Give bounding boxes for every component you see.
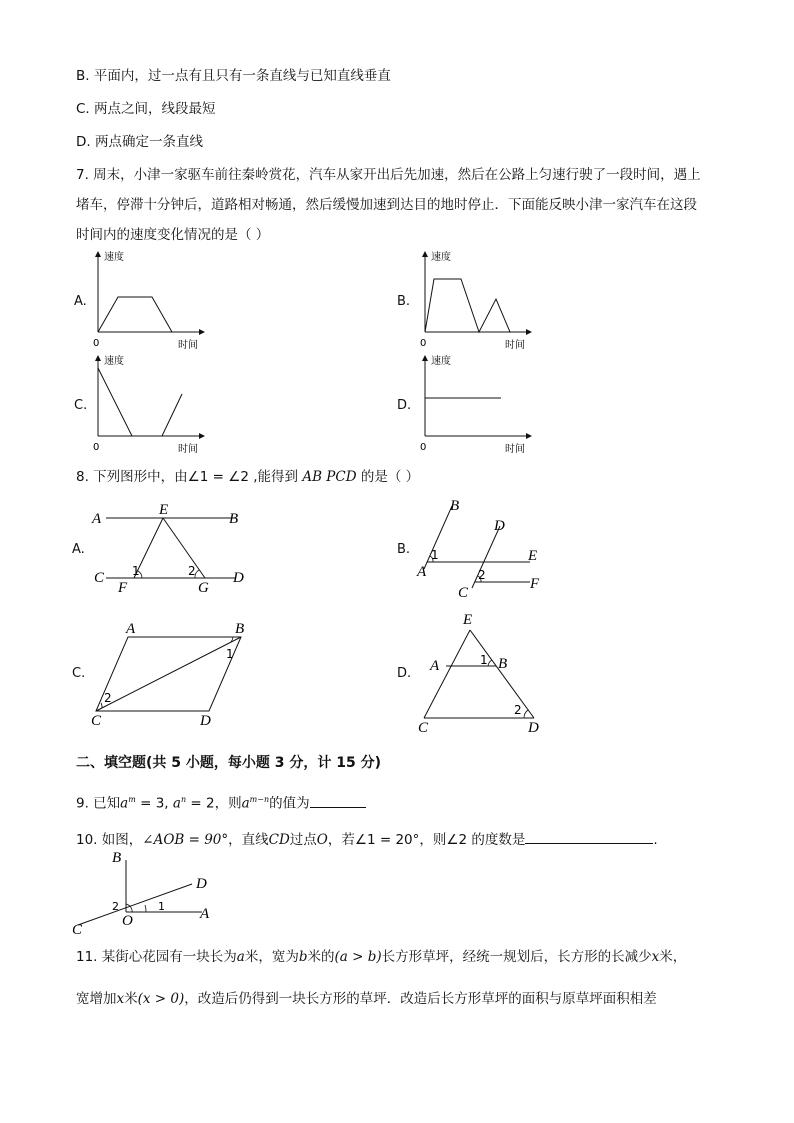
q10-angle-1: 1	[158, 900, 165, 913]
q10-mid1: ，直线	[228, 832, 269, 848]
q10-line: CD	[268, 832, 290, 848]
q10-prefix: 10. 如图，	[76, 832, 143, 848]
q8c-angle-2: 2	[104, 691, 112, 705]
q10-mid2: 过点	[289, 832, 317, 848]
q11-var-b: b	[298, 949, 308, 965]
q10-label-b: B	[112, 850, 122, 866]
q8-stem-math: AB PCD	[302, 469, 357, 485]
q7-option-b-label: B.	[397, 294, 411, 309]
q8a-label-c: C	[94, 570, 105, 586]
q8c-label-c: C	[91, 713, 102, 729]
q8-option-b-label: B.	[397, 542, 411, 557]
q8-figure-c	[88, 618, 258, 728]
q7-graph-d	[417, 352, 547, 456]
q7-option-c-label: C.	[74, 398, 88, 413]
section-2-title: 二、填空题(共 5 小题，每小题 3 分，计 15 分)	[76, 755, 382, 771]
q10-end: .	[653, 832, 658, 848]
q8c-angle-1: 1	[226, 647, 234, 661]
q8d-label-e: E	[463, 612, 473, 628]
q7-stem-line2: 堵车，停滞十分钟后，道路相对畅通，然后缓慢加速到达目的地时停止．下面能反映小津一家汽车在这段	[76, 197, 697, 213]
q8d-label-b: B	[498, 656, 508, 672]
q11-stem-line1	[76, 948, 686, 966]
q8c-label-d: D	[200, 713, 211, 729]
q8-stem	[76, 468, 419, 486]
q8a-label-e: E	[159, 502, 169, 518]
q7-option-a-label: A.	[74, 294, 87, 309]
q10-answer-blank[interactable]	[525, 829, 653, 844]
q10-angle-2: 2	[112, 900, 119, 913]
q11-line1-a: 11. 某街心花园有一块长为	[76, 949, 237, 965]
q6-option-b: B. 平面内，过一点有且只有一条直线与已知直线垂直	[76, 68, 391, 84]
q8d-label-c: C	[418, 720, 429, 736]
q8-figure-b	[412, 494, 552, 604]
q11-line1-b: 米，宽为	[244, 949, 299, 965]
q9-cond1-sup: m	[128, 795, 136, 804]
q8b-angle-2: 2	[478, 568, 486, 582]
q7d-origin: 0	[420, 442, 427, 453]
q7a-xlabel: 时间	[178, 340, 198, 351]
q8a-angle-1: 1	[132, 564, 140, 578]
q10-label-o: O	[122, 913, 133, 929]
q9-cond1-tail: = 3,	[135, 795, 173, 812]
q7-option-d-label: D.	[397, 398, 412, 413]
q8-figure-d	[412, 608, 552, 738]
q9-prefix: 9. 已知	[76, 795, 121, 812]
q9-cond2: a	[172, 795, 181, 812]
q8b-label-e: E	[528, 548, 538, 564]
q8-figure-a	[88, 500, 258, 595]
q8d-angle-1: 1	[480, 653, 488, 667]
q7b-xlabel: 时间	[505, 340, 525, 351]
q7c-origin: 0	[93, 442, 100, 453]
q8-stem-prefix: 8. 下列图形中，由∠1 = ∠2 ,能得到	[76, 469, 299, 485]
q7-stem-line1: 7. 周末，小津一家驱车前往秦岭赏花，汽车从家开出后先加速，然后在公路上匀速行驶了一段时间，遇上	[76, 167, 701, 183]
q6-option-d: D. 两点确定一条直线	[76, 134, 203, 150]
q8-stem-suffix: 的是（ ）	[360, 469, 420, 485]
q11-stem-line2	[76, 990, 657, 1008]
q11-line2-c: ，改造后仍得到一块长方形的草坪．改造后长方形草坪的面积与原草坪面积相差	[184, 991, 657, 1007]
q11-cond: (a > b)	[334, 949, 382, 965]
q9-cond2-sup: n	[180, 795, 187, 804]
q11-line2-a: 宽增加	[76, 991, 117, 1007]
q10-point: O	[316, 832, 328, 848]
q11-line2-b: 米	[124, 991, 138, 1007]
q7c-xlabel: 时间	[178, 444, 198, 455]
q9-mid: ，则	[214, 795, 242, 812]
q9-expr: a	[241, 795, 250, 812]
q8b-label-c: C	[458, 585, 469, 601]
q10-label-d: D	[196, 876, 207, 892]
q11-line1-d: 长方形草坪，经统一规划后，长方形的长减少	[381, 949, 652, 965]
q7-graph-b	[417, 248, 547, 352]
q8b-label-a: A	[417, 564, 427, 580]
q9-cond1: a	[120, 795, 129, 812]
q8-option-a-label: A.	[72, 542, 85, 557]
q7d-xlabel: 时间	[505, 444, 525, 455]
q11-var-a: a	[236, 949, 245, 965]
q8d-label-d: D	[528, 720, 539, 736]
q8a-label-f: F	[118, 580, 128, 596]
q9-expr-sup: m−n	[249, 795, 270, 804]
q8c-label-a: A	[126, 621, 136, 637]
q6-option-c: C. 两点之间，线段最短	[76, 101, 216, 117]
q11-cond2: (x > 0)	[137, 991, 185, 1007]
q8c-label-b: B	[235, 621, 245, 637]
q8d-label-a: A	[430, 658, 440, 674]
q11-var-x2: x	[116, 991, 125, 1007]
q10-mid3: ，若∠1 = 20°，则∠2 的度数是	[327, 832, 526, 848]
q8-option-d-label: D.	[397, 666, 412, 681]
q7-graph-a	[90, 248, 220, 352]
q10-label-c: C	[72, 922, 83, 938]
q8b-label-d: D	[494, 518, 505, 534]
q9-suffix: 的值为	[269, 795, 310, 812]
q7a-origin: 0	[93, 338, 100, 349]
q8a-label-a: A	[92, 511, 102, 527]
q10-angle: ∠AOB = 90°	[142, 832, 229, 848]
q8a-label-d: D	[233, 570, 244, 586]
q10-figure	[68, 848, 228, 938]
q8-option-c-label: C.	[72, 666, 86, 681]
q9-stem	[76, 791, 366, 813]
q7a-ylabel: 速度	[104, 252, 124, 263]
q7b-origin: 0	[420, 338, 427, 349]
q11-line1-c: 米的	[307, 949, 335, 965]
q9-answer-blank[interactable]	[310, 793, 366, 808]
q9-cond2-tail: = 2	[186, 795, 215, 812]
q8a-label-b: B	[229, 511, 239, 527]
q7c-ylabel: 速度	[104, 356, 124, 367]
q7-stem-line3: 时间内的速度变化情况的是（ ）	[76, 227, 270, 243]
q7d-ylabel: 速度	[431, 356, 451, 367]
q7-graph-c	[90, 352, 220, 456]
q8b-label-f: F	[530, 576, 540, 592]
q10-label-a: A	[200, 906, 210, 922]
q8b-label-b: B	[450, 498, 460, 514]
q11-line1-e: 米，	[659, 949, 687, 965]
q8a-label-g: G	[198, 580, 209, 596]
q7b-ylabel: 速度	[431, 252, 451, 263]
q10-stem	[76, 829, 658, 849]
q8d-angle-2: 2	[514, 703, 522, 717]
q8b-angle-1: 1	[431, 548, 439, 562]
q8a-angle-2: 2	[188, 564, 196, 578]
q11-var-x1: x	[651, 949, 660, 965]
